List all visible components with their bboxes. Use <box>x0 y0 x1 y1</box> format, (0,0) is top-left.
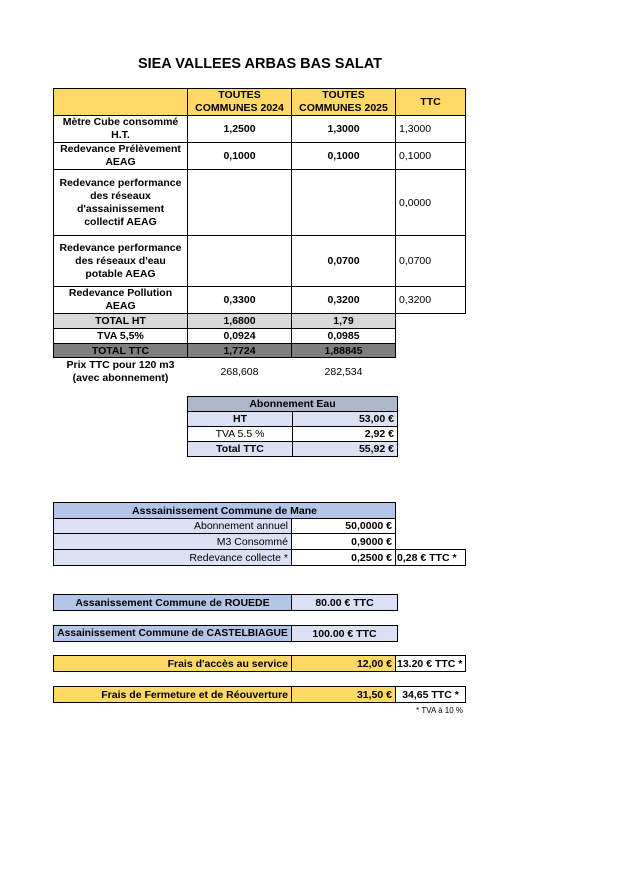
frais-fermeture-extra: 34,65 TTC * <box>396 687 466 703</box>
mane-label: M3 Consommé <box>54 534 292 550</box>
header-2025: TOUTES COMMUNES 2025 <box>292 89 396 116</box>
rouede-label: Assanissement Commune de ROUEDE <box>54 595 292 611</box>
abonnement-value: 53,00 € <box>293 412 398 427</box>
value-2025: 0,3200 <box>292 287 396 314</box>
row-label: Mètre Cube consommé H.T. <box>54 116 188 143</box>
tva-label: TVA 5,5% <box>54 329 188 344</box>
row-label: Redevance Pollution AEAG <box>54 287 188 314</box>
table-row <box>54 236 466 287</box>
abonnement-table <box>187 396 398 457</box>
value-2024 <box>188 170 292 236</box>
frais-fermeture-label: Frais de Fermeture et de Réouverture <box>54 687 292 703</box>
total-ht-row <box>54 314 466 329</box>
main-table <box>53 88 466 386</box>
header-ttc: TTC <box>396 89 466 116</box>
mane-row <box>54 534 466 550</box>
tva-2025: 0,0985 <box>292 329 396 344</box>
table-row <box>54 170 466 236</box>
blank-cell <box>396 344 466 358</box>
value-2025: 0,0700 <box>292 236 396 287</box>
blank-cell <box>396 503 466 519</box>
total-ht-2025: 1,79 <box>292 314 396 329</box>
mane-extra <box>396 534 466 550</box>
abonnement-title: Abonnement Eau <box>188 397 398 412</box>
header-2024: TOUTES COMMUNES 2024 <box>188 89 292 116</box>
prix-2025: 282,534 <box>324 365 363 378</box>
prix-label: Prix TTC pour 120 m3 (avec abonnement) <box>66 358 175 384</box>
blank-cell <box>396 329 466 344</box>
value-2025: 1,3000 <box>292 116 396 143</box>
abonnement-row <box>188 442 398 457</box>
blank-cell <box>396 314 466 329</box>
mane-extra: 0,28 € TTC * <box>396 550 466 566</box>
value-2025 <box>292 170 396 236</box>
mane-label: Redevance collecte * <box>54 550 292 566</box>
row-label: Redevance performance des réseaux d'assainissement collectif AEAG <box>54 170 188 236</box>
mane-row <box>54 550 466 566</box>
row-label: Redevance performance des réseaux d'eau potable AEAG <box>54 236 188 287</box>
castelbiague-table <box>53 625 398 642</box>
castelbiague-value: 100.00 € TTC <box>292 626 398 642</box>
blank-cell <box>396 358 466 386</box>
total-ht-label: TOTAL HT <box>54 314 188 329</box>
header-row <box>54 89 466 116</box>
abonnement-value: 55,92 € <box>293 442 398 457</box>
table-row <box>54 287 466 314</box>
mane-title: Asssainissement Commune de Mane <box>54 503 396 519</box>
total-ttc-2024: 1,7724 <box>188 344 292 358</box>
value-ttc: 0,0000 <box>396 170 466 236</box>
castelbiague-label: Assainissement Commune de CASTELBIAGUE <box>54 626 292 642</box>
frais-acces-extra: 13.20 € TTC * <box>396 656 466 672</box>
row-label: Redevance Prélèvement AEAG <box>54 143 188 170</box>
rouede-table <box>53 594 398 611</box>
prix-2024: 268,608 <box>220 365 259 378</box>
abonnement-label: Total TTC <box>188 442 293 457</box>
mane-value: 0,2500 € <box>292 550 396 566</box>
table-row <box>54 143 466 170</box>
header-empty <box>54 89 188 116</box>
frais-fermeture-value: 31,50 € <box>292 687 396 703</box>
tva-row <box>54 329 466 344</box>
abonnement-row <box>188 412 398 427</box>
page-title: SIEA VALLEES ARBAS BAS SALAT <box>137 56 383 72</box>
value-2024 <box>188 236 292 287</box>
value-2024: 1,2500 <box>188 116 292 143</box>
total-ttc-2025: 1,88845 <box>292 344 396 358</box>
frais-acces-value: 12,00 € <box>292 656 396 672</box>
frais-acces-label: Frais d'accès au service <box>54 656 292 672</box>
value-2025: 0,1000 <box>292 143 396 170</box>
frais-acces-table <box>53 655 466 672</box>
prix-row <box>54 358 466 386</box>
mane-label: Abonnement annuel <box>54 519 292 534</box>
table-row <box>54 116 466 143</box>
frais-fermeture-table <box>53 686 466 703</box>
value-ttc: 0,1000 <box>396 143 466 170</box>
mane-extra <box>396 519 466 534</box>
abonnement-label: HT <box>188 412 293 427</box>
mane-value: 50,0000 € <box>292 519 396 534</box>
total-ttc-label: TOTAL TTC <box>54 344 188 358</box>
mane-value: 0,9000 € <box>292 534 396 550</box>
tva-2024: 0,0924 <box>188 329 292 344</box>
mane-row <box>54 519 466 534</box>
mane-table <box>53 502 466 566</box>
value-ttc: 1,3000 <box>396 116 466 143</box>
abonnement-label: TVA 5.5 % <box>188 427 293 442</box>
total-ht-2024: 1,6800 <box>188 314 292 329</box>
value-ttc: 0,3200 <box>396 287 466 314</box>
value-2024: 0,1000 <box>188 143 292 170</box>
abonnement-row <box>188 427 398 442</box>
value-ttc: 0,0700 <box>396 236 466 287</box>
total-ttc-row <box>54 344 466 358</box>
footnote: * TVA à 10 % <box>416 706 463 715</box>
abonnement-value: 2,92 € <box>293 427 398 442</box>
value-2024: 0,3300 <box>188 287 292 314</box>
rouede-value: 80.00 € TTC <box>292 595 398 611</box>
